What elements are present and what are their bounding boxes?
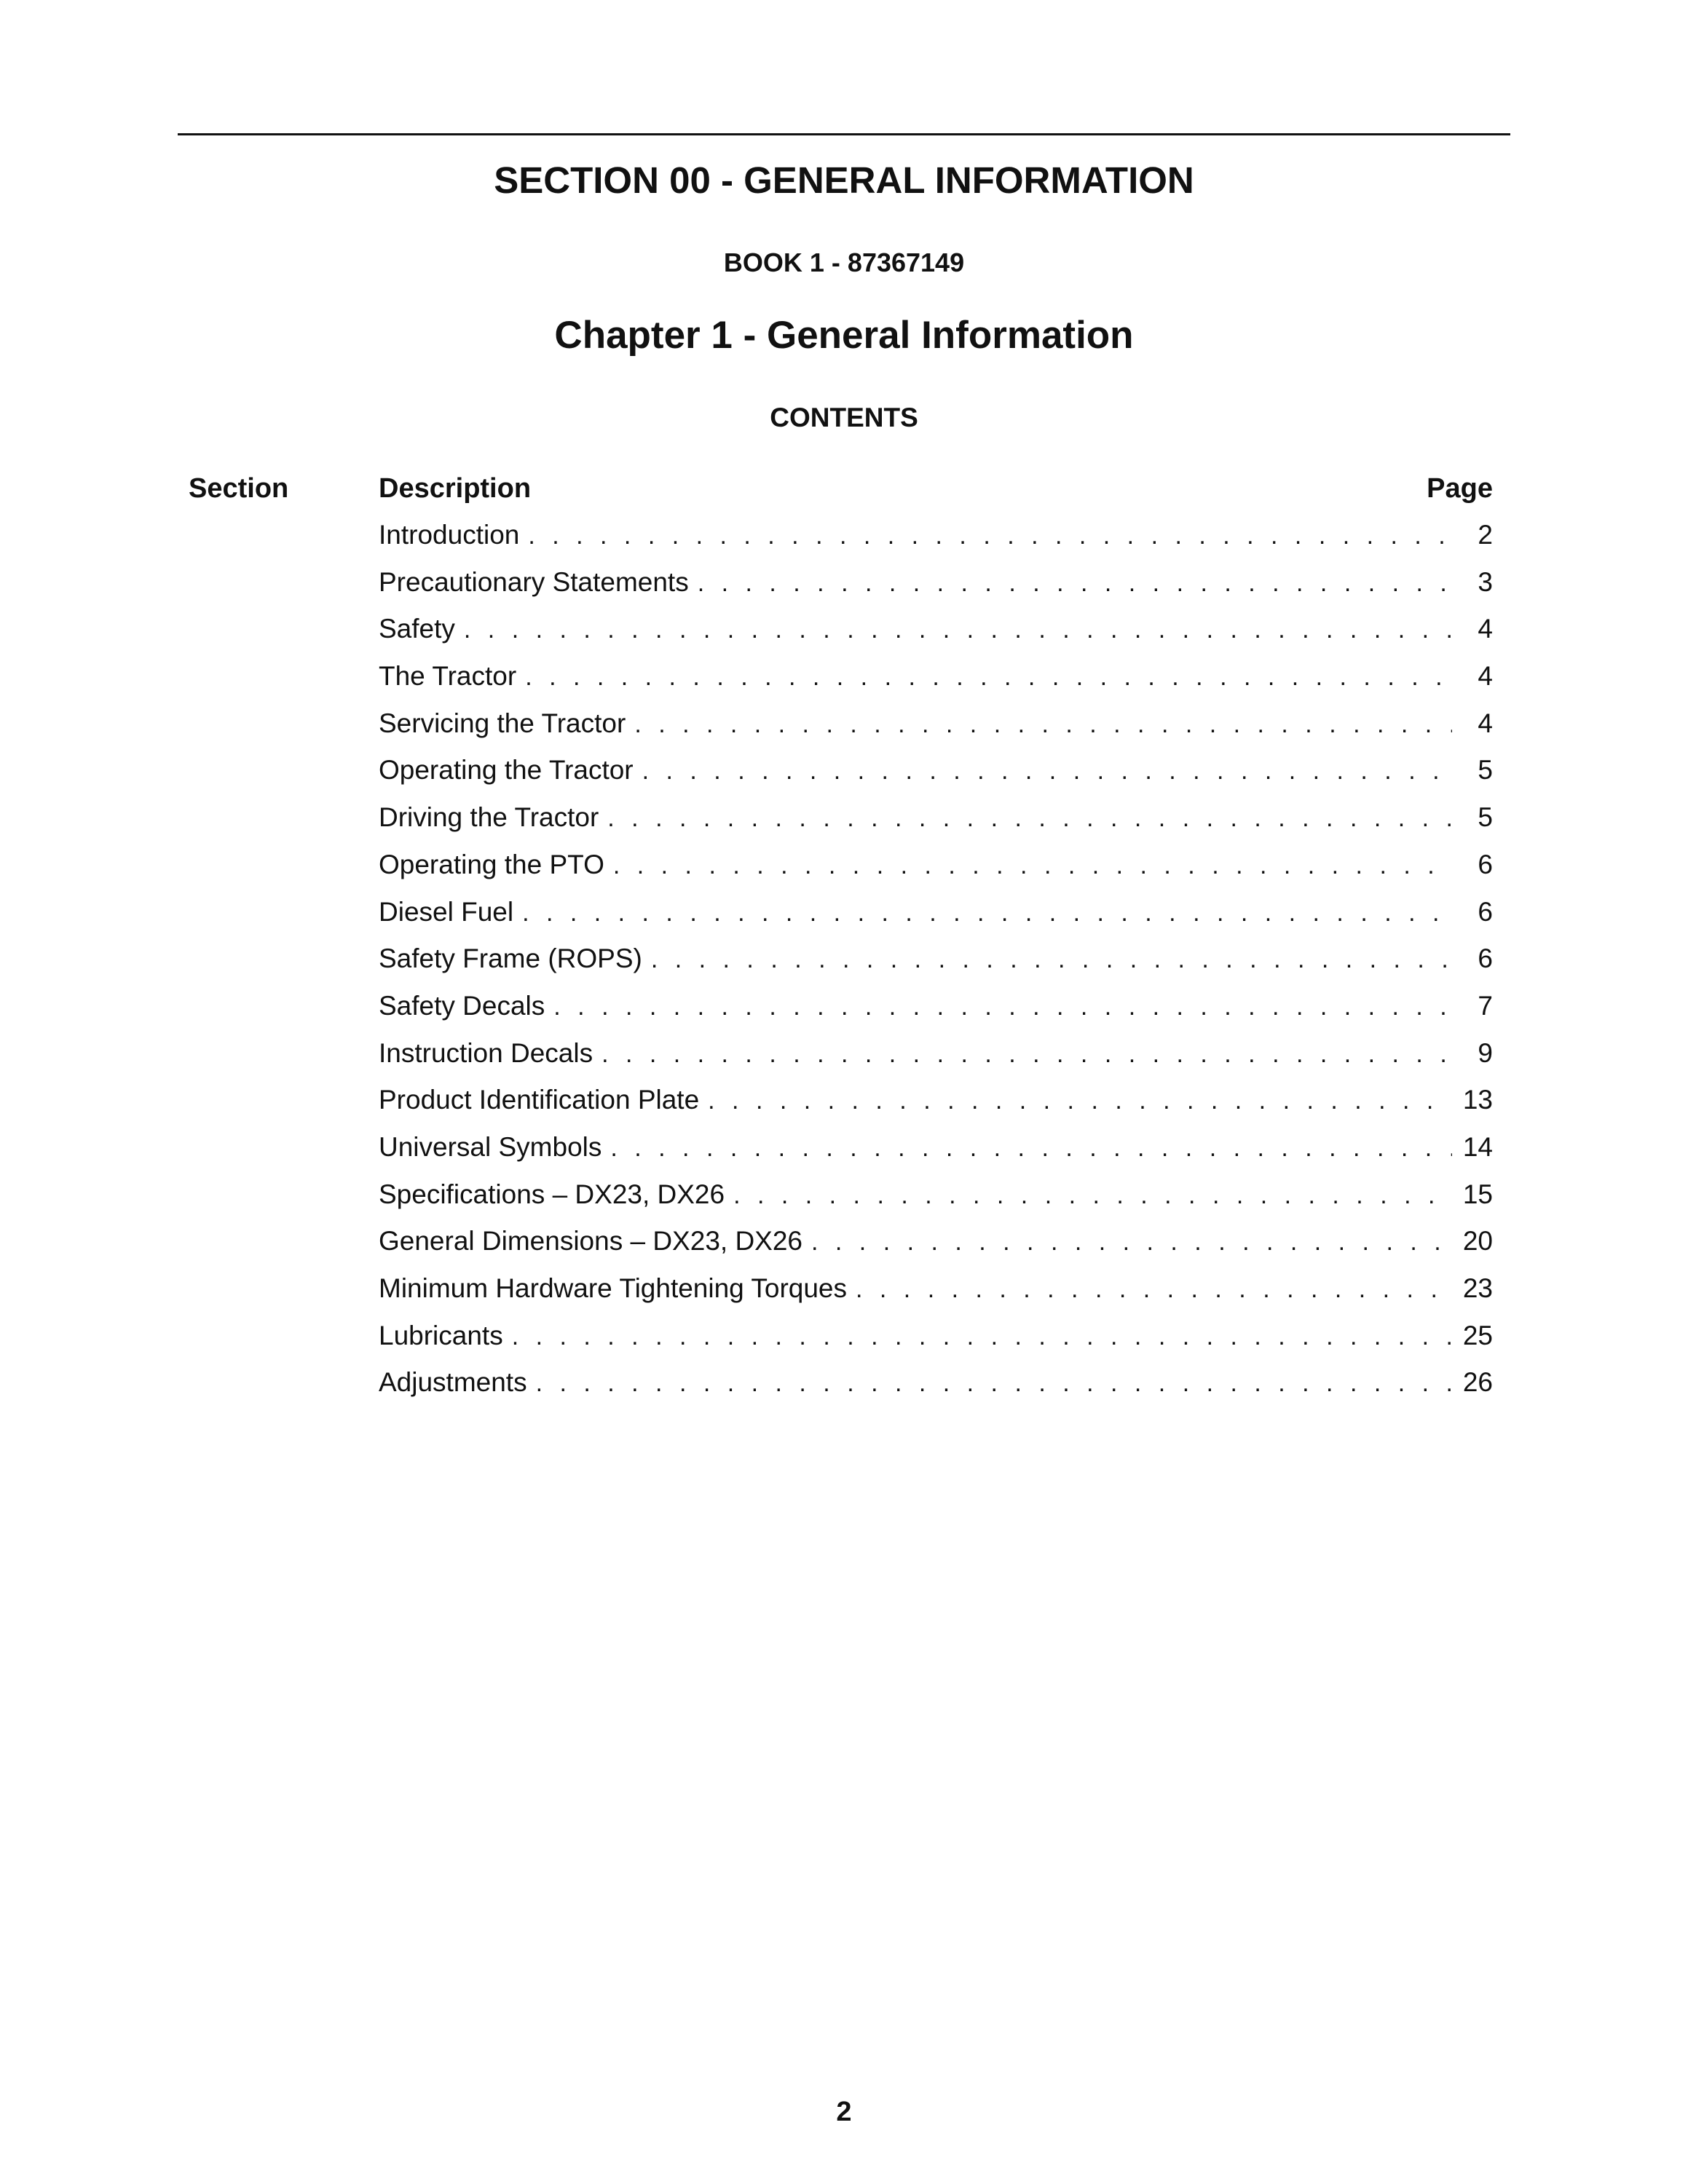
toc-row[interactable] — [379, 1321, 1493, 1368]
toc-page-number: 15 — [1462, 1179, 1493, 1209]
toc-row[interactable] — [379, 661, 1493, 708]
toc-row[interactable] — [379, 802, 1493, 850]
toc-row[interactable] — [379, 991, 1493, 1038]
dot-leader — [522, 899, 1452, 927]
book-number: BOOK 1 - 87367149 — [723, 248, 965, 277]
toc-row[interactable] — [379, 1085, 1493, 1132]
toc-row[interactable] — [379, 614, 1493, 661]
dot-leader — [698, 569, 1452, 598]
toc-title: Operating the Tractor — [379, 755, 634, 786]
toc-row[interactable] — [379, 708, 1493, 756]
toc-row[interactable] — [379, 520, 1493, 567]
toc-row[interactable] — [379, 943, 1493, 991]
dot-leader — [602, 1040, 1452, 1069]
toc-title: Diesel Fuel — [379, 896, 514, 927]
toc-title: Operating the PTO — [379, 849, 604, 879]
toc-title: Adjustments — [379, 1367, 527, 1398]
column-header-page: Page — [1427, 473, 1493, 504]
dot-leader — [607, 804, 1452, 833]
toc-row[interactable] — [379, 1367, 1493, 1415]
dot-leader — [613, 852, 1452, 880]
toc-title: Product Identification Plate — [379, 1085, 700, 1115]
toc-page-number: 23 — [1462, 1273, 1493, 1303]
toc-row[interactable] — [379, 567, 1493, 614]
toc-page-number: 2 — [1478, 520, 1493, 550]
toc-row[interactable] — [379, 1038, 1493, 1085]
table-of-contents — [379, 520, 1493, 1415]
dot-leader — [464, 616, 1452, 644]
toc-row[interactable] — [379, 1179, 1493, 1227]
toc-page-number: 20 — [1462, 1226, 1493, 1257]
dot-leader — [708, 1087, 1452, 1115]
toc-page-number: 13 — [1462, 1085, 1493, 1115]
toc-title: Safety — [379, 614, 455, 644]
toc-page-number: 4 — [1478, 708, 1493, 738]
dot-leader — [733, 1182, 1452, 1210]
dot-leader — [553, 993, 1452, 1021]
chapter-title: Chapter 1 - General Information — [554, 314, 1134, 357]
toc-title: General Dimensions – DX23, DX26 — [379, 1226, 803, 1257]
dot-leader — [811, 1228, 1452, 1257]
toc-row[interactable] — [379, 850, 1493, 897]
contents-heading: CONTENTS — [770, 403, 918, 432]
toc-title: Minimum Hardware Tightening Torques — [379, 1273, 848, 1303]
toc-title: Universal Symbols — [379, 1131, 602, 1162]
toc-page-number: 6 — [1478, 896, 1493, 927]
dot-leader — [525, 663, 1452, 692]
dot-leader — [536, 1369, 1452, 1398]
toc-page-number: 7 — [1478, 990, 1493, 1021]
dot-leader — [528, 522, 1452, 550]
toc-title: Precautionary Statements — [379, 566, 689, 597]
toc-page-number: 6 — [1478, 943, 1493, 974]
toc-title: Introduction — [379, 520, 520, 550]
toc-row[interactable] — [379, 1273, 1493, 1321]
toc-row[interactable] — [379, 1226, 1493, 1273]
toc-title: Instruction Decals — [379, 1037, 593, 1068]
toc-page-number: 3 — [1478, 566, 1493, 597]
toc-page-number: 9 — [1478, 1037, 1493, 1068]
toc-page-number: 5 — [1478, 755, 1493, 786]
dot-leader — [642, 757, 1452, 786]
toc-title: Safety Frame (ROPS) — [379, 943, 642, 974]
toc-row[interactable] — [379, 1132, 1493, 1179]
toc-title: The Tractor — [379, 661, 517, 692]
toc-page-number: 26 — [1462, 1367, 1493, 1398]
toc-page-number: 4 — [1478, 614, 1493, 644]
toc-page-number: 6 — [1478, 849, 1493, 879]
toc-row[interactable] — [379, 755, 1493, 802]
section-title: SECTION 00 - GENERAL INFORMATION — [494, 159, 1194, 201]
toc-title: Lubricants — [379, 1320, 503, 1350]
toc-page-number: 25 — [1462, 1320, 1493, 1350]
toc-page-number: 5 — [1478, 802, 1493, 833]
toc-title: Servicing the Tractor — [379, 708, 626, 738]
top-rule — [178, 133, 1510, 135]
toc-row[interactable] — [379, 897, 1493, 944]
toc-title: Safety Decals — [379, 990, 545, 1021]
column-header-section: Section — [189, 473, 289, 504]
dot-leader — [856, 1275, 1452, 1304]
page-number: 2 — [836, 2097, 852, 2127]
dot-leader — [512, 1323, 1452, 1351]
toc-title: Specifications – DX23, DX26 — [379, 1179, 725, 1209]
toc-page-number: 14 — [1462, 1131, 1493, 1162]
dot-leader — [610, 1134, 1452, 1163]
toc-page-number: 4 — [1478, 661, 1493, 692]
column-header-description: Description — [379, 473, 532, 504]
dot-leader — [634, 711, 1452, 739]
dot-leader — [651, 946, 1452, 974]
toc-title: Driving the Tractor — [379, 802, 599, 833]
